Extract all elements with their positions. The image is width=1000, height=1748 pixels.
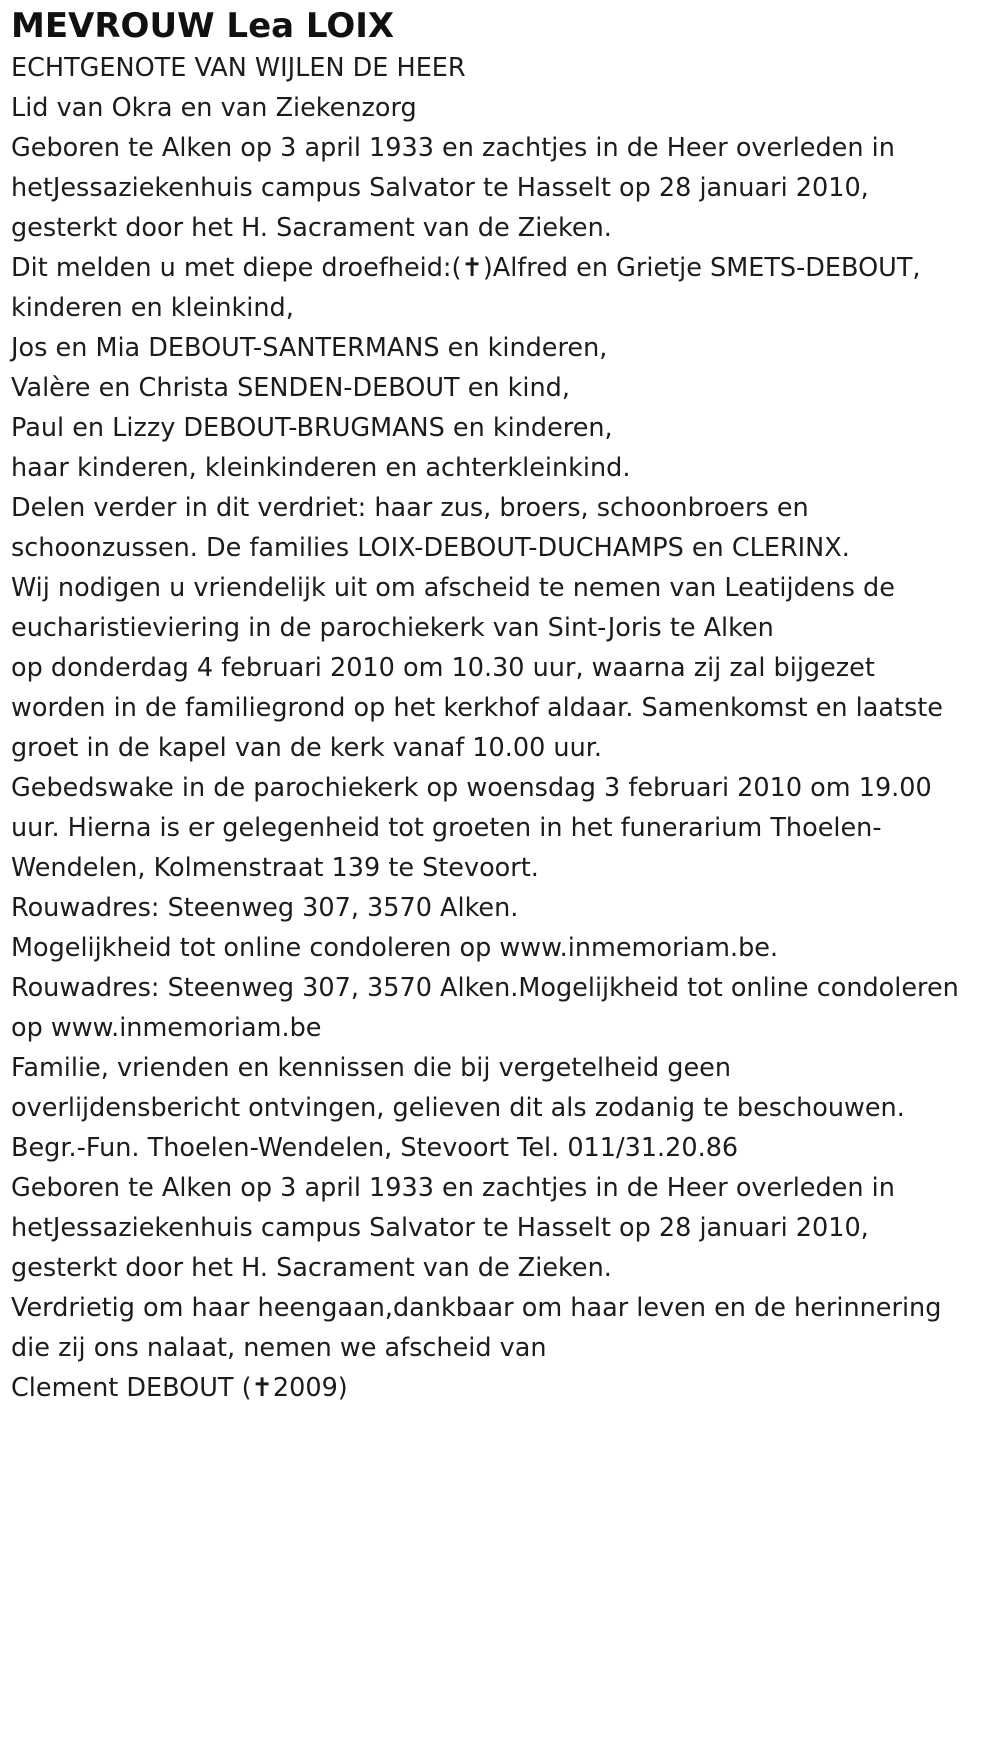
text-line: gesterkt door het H. Sacrament van de Zieken. [11,1253,612,1283]
text-line: Rouwadres: Steenweg 307, 3570 Alken.Mogelijkheid tot online condoleren [11,973,959,1003]
text-line: kinderen en kleinkind, [11,293,294,323]
text-line: uur. Hierna is er gelegenheid tot groeten in het funerarium Thoelen- [11,813,882,843]
text-line: gesterkt door het H. Sacrament van de Zieken. [11,213,612,243]
paragraph [11,128,996,248]
text-line: Geboren te Alken op 3 april 1933 en zachtjes in de Heer overleden in [11,133,895,163]
text-line: haar kinderen, kleinkinderen en achterkleinkind. [11,453,631,483]
text-line: overlijdensbericht ontvingen, gelieven dit als zodanig te beschouwen. [11,1093,905,1123]
text-line: Wendelen, Kolmenstraat 139 te Stevoort. [11,853,539,883]
paragraphs-container [11,128,996,1408]
text-line: Delen verder in dit verdriet: haar zus, broers, schoonbroers en [11,493,809,523]
paragraph [11,968,996,1048]
text-line: Paul en Lizzy DEBOUT-BRUGMANS en kinderen, [11,413,613,443]
text-line: groet in de kapel van de kerk vanaf 10.00 uur. [11,733,602,763]
text-line: worden in de familiegrond op het kerkhof aldaar. Samenkomst en laatste [11,693,943,723]
text-line: Jos en Mia DEBOUT-SANTERMANS en kinderen, [11,333,608,363]
paragraph [11,1368,996,1408]
text-line: Gebedswake in de parochiekerk op woensdag 3 februari 2010 om 19.00 [11,773,932,803]
text-line: Dit melden u met diepe droefheid:(✝)Alfred en Grietje SMETS-DEBOUT, [11,253,921,283]
text-line: Valère en Christa SENDEN-DEBOUT en kind, [11,373,570,403]
text-line: op www.inmemoriam.be [11,1013,322,1043]
paragraph [11,568,996,968]
text-line: hetJessaziekenhuis campus Salvator te Hasselt op 28 januari 2010, [11,1213,869,1243]
text-line: Begr.-Fun. Thoelen-Wendelen, Stevoort Tel. 011/31.20.86 [11,1133,739,1163]
text-line: Mogelijkheid tot online condoleren op www.inmemoriam.be. [11,933,779,963]
subtitle-line: Lid van Okra en van Ziekenzorg [11,93,417,123]
text-line: Familie, vrienden en kennissen die bij vergetelheid geen [11,1053,731,1083]
paragraph [11,248,996,568]
text-line: Rouwadres: Steenweg 307, 3570 Alken. [11,893,519,923]
obituary-document [11,4,996,1408]
paragraph [11,1048,996,1128]
subtitle-block [11,48,996,128]
text-line: Wij nodigen u vriendelijk uit om afscheid te nemen van Leatijdens de [11,573,895,603]
text-line: op donderdag 4 februari 2010 om 10.30 uur, waarna zij zal bijgezet [11,653,875,683]
paragraph [11,1168,996,1368]
page-title: MEVROUW Lea LOIX [11,6,395,46]
subtitle-line: ECHTGENOTE VAN WIJLEN DE HEER [11,53,466,83]
text-line: die zij ons nalaat, nemen we afscheid van [11,1333,547,1363]
text-line: hetJessaziekenhuis campus Salvator te Hasselt op 28 januari 2010, [11,173,869,203]
funeral-home-note [11,1128,996,1168]
text-line: Geboren te Alken op 3 april 1933 en zachtjes in de Heer overleden in [11,1173,895,1203]
text-line: Verdrietig om haar heengaan,dankbaar om haar leven en de herinnering [11,1293,942,1323]
text-line: eucharistieviering in de parochiekerk van Sint-Joris te Alken [11,613,774,643]
text-line: Clement DEBOUT (✝2009) [11,1373,348,1403]
text-line: schoonzussen. De families LOIX-DEBOUT-DUCHAMPS en CLERINX. [11,533,850,563]
